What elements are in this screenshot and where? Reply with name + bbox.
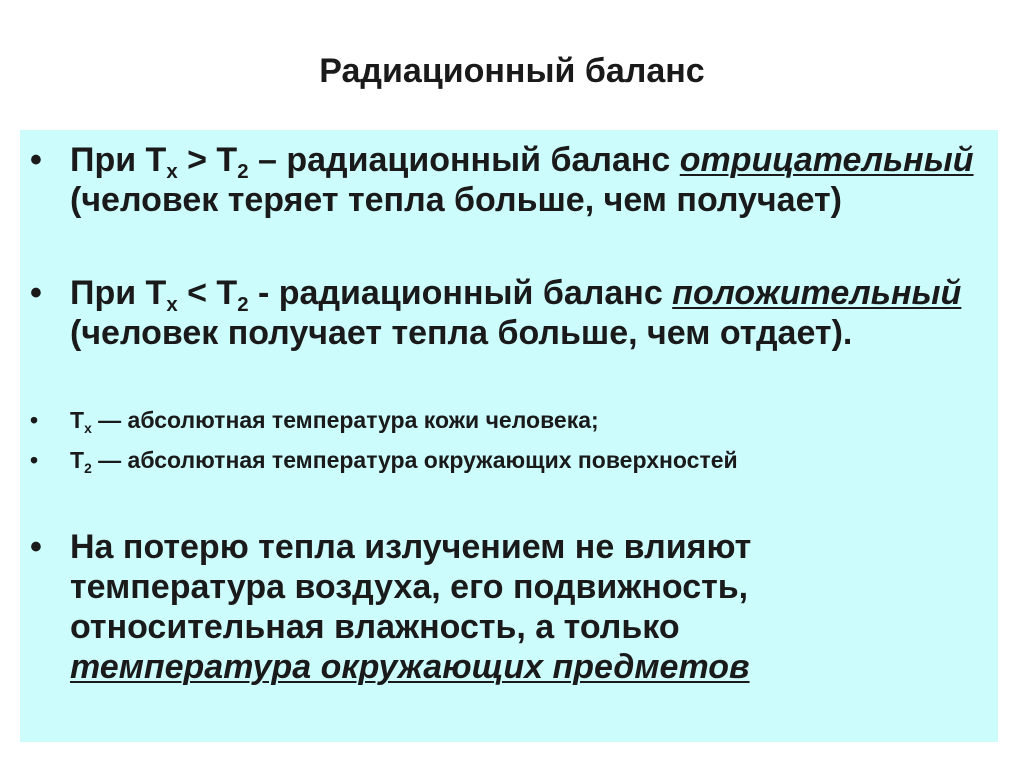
bullet-dot: •	[30, 141, 42, 179]
emphasis-negative: отрицательный	[679, 141, 974, 179]
bullet-dot: •	[30, 528, 42, 566]
bullet-dot: •	[30, 407, 39, 433]
bullet-dot: •	[30, 447, 39, 473]
bullet-dot: •	[30, 274, 42, 312]
content-box	[20, 130, 998, 742]
emphasis-positive: положительный	[672, 274, 962, 312]
conclusion-text: На потерю тепла излучением не влияют температура воздуха, его подвижность, относительная влажность, а только температура окружающих предметов	[70, 528, 752, 686]
slide-title: Радиационный баланс	[319, 52, 705, 90]
emphasis-surrounding-objects: температура окружающих предметов	[70, 648, 750, 686]
bullet-text: При $T_x > T_2$ – радиационный баланс отрицательный (человек теряет тепла больше, чем получает)	[70, 141, 974, 219]
bullet-text: При $T_x < T_2$ - радиационный баланс положительный (человек получает тепла больше, чем отдает).	[70, 274, 962, 352]
definition-text: $T_2$ — абсолютная температура окружающих поверхностей	[70, 447, 738, 476]
definition-text: $T_x$ — абсолютная температура кожи человека;	[70, 407, 599, 436]
